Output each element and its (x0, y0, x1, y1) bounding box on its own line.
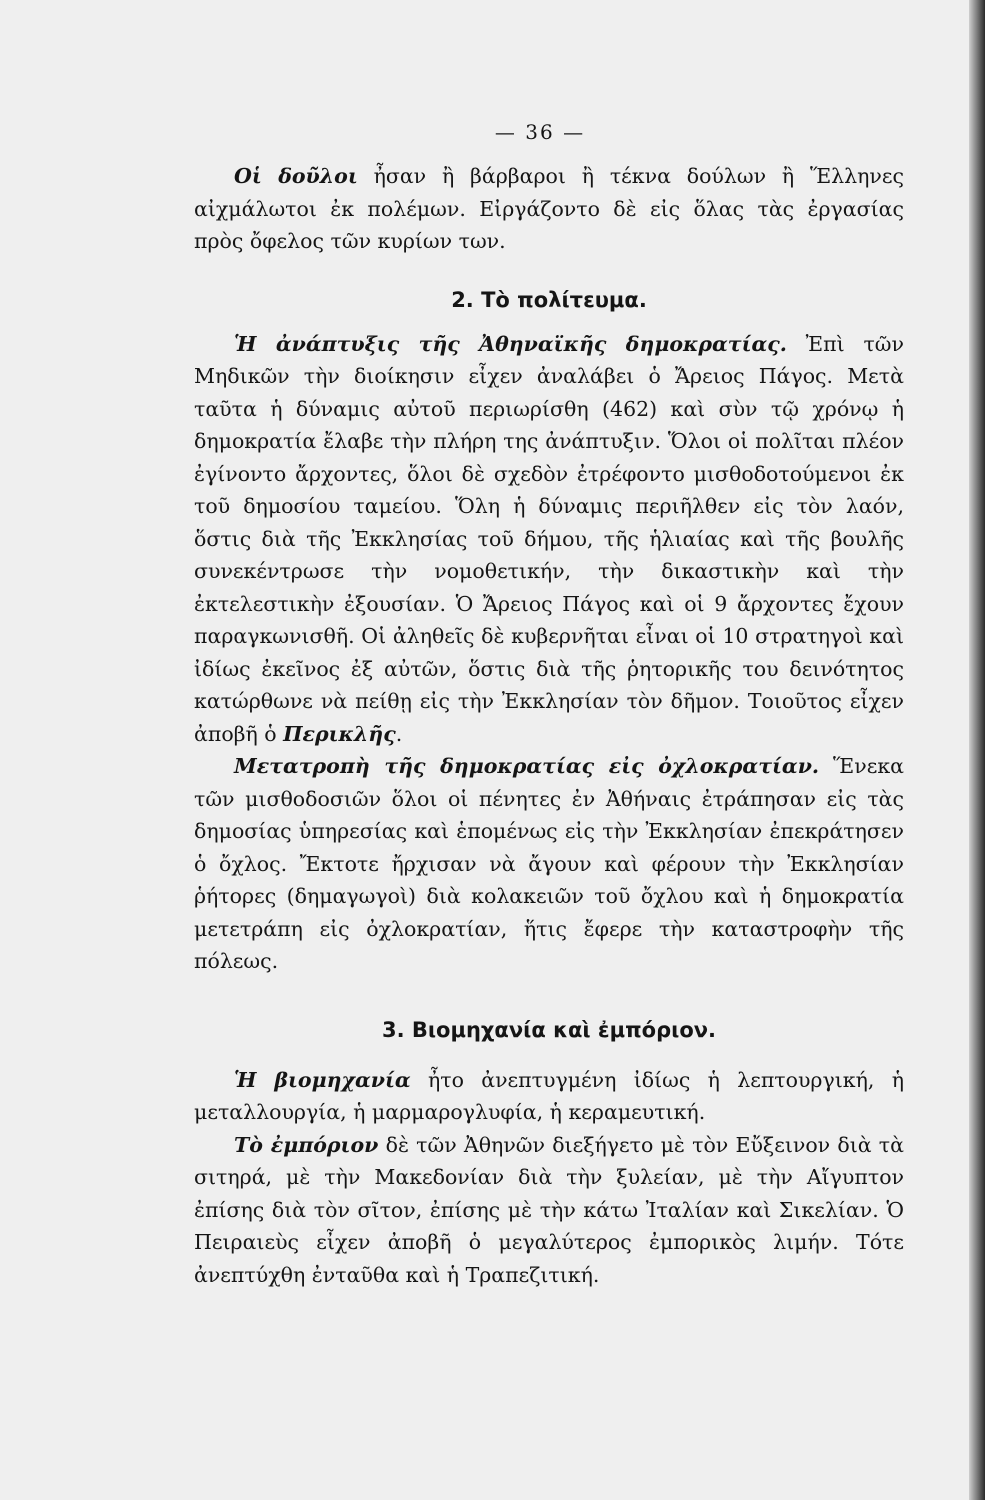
paragraph-end: . (395, 721, 403, 746)
paragraph-text: Ἕνεκα τῶν μισθοδοσιῶν ὅλοι οἱ πένητες ἐν Ἀθήναις ἐτράπησαν εἰς τὰς δημοσίας ὑπηρεσίας καὶ ἑπομένως εἰς τὴν Ἐκκλησίαν ἐπεκράτησεν ὁ ὄχλος. Ἔκτοτε ἤρχισαν νὰ ἄγουν καὶ φέρουν τὴν Ἐκκλησίαν ῥήτορες (δημαγωγοὶ) διὰ κολακειῶν τοῦ ὄχλου καὶ ἡ δημοκρατία μετετράπη εἰς ὀχλοκρατίαν, ἥτις ἔφερε τὴν καταστροφὴν τῆς πόλεως. (194, 754, 905, 973)
paragraph-lead: Μετατροπὴ τῆς δημοκρατίας εἰς ὀχλοκρατίαν. (234, 754, 820, 778)
paragraph-democracy-development (194, 328, 904, 751)
paragraph-lead: Οἱ δοῦλοι (234, 164, 358, 188)
page-number: — 36 — (494, 120, 586, 144)
paragraph-text: δὲ τῶν Ἀθηνῶν διεξήγετο μὲ τὸν Εὔξεινον διὰ τὰ σιτηρά, μὲ τὴν Μακεδονίαν διὰ τὴν ξυλείαν, μὲ τὴν Αἴγυπτον ἐπίσης διὰ τὸν σῖτον, ἐπίσης μὲ τὴν κάτω Ἰταλίαν καὶ Σικελίαν. Ὁ Πειραιεὺς εἶχεν ἀποβῆ ὁ μεγαλύτερος ἐμπορικὸς λιμήν. Τότε ἀνεπτύχθη ἐνταῦθα καὶ ἡ Τραπεζιτική. (194, 1132, 904, 1287)
paragraph-ochlocracy (194, 750, 904, 978)
paragraph-text: ἦσαν ἢ βάρβαροι ἢ τέκνα δούλων ἢ Ἕλληνες αἰχμάλωτοι ἐκ πολέμων. Εἰργάζοντο δὲ εἰς ὅλας τὰς ἐργασίας πρὸς ὄφελος τῶν κυρίων των. (194, 164, 904, 253)
page-body (194, 160, 904, 1291)
paragraph-lead: Τὸ ἐμπόριον (234, 1132, 379, 1157)
paragraph-slaves (194, 160, 904, 258)
pericles-name: Περικλῆς (283, 721, 396, 746)
paragraph-lead: Ἡ βιομηχανία (234, 1067, 411, 1092)
section-heading-industry-trade: 3. Βιομηχανία καὶ ἐμπόριον. (381, 1017, 717, 1042)
paragraph-text: ἦτο ἀνεπτυγμένη ἰδίως ἡ λεπτουργική, ἡ μεταλλουργία, ἡ μαρμαρογλυφία, ἡ κεραμευτική. (194, 1067, 904, 1124)
page-edge-shadow (969, 0, 985, 1500)
paragraph-lead: Ἡ ἀνάπτυξις τῆς Ἀθηναϊκῆς δημοκρατίας. (234, 331, 787, 356)
paragraph-text: Ἐπὶ τῶν Μηδικῶν τὴν διοίκησιν εἶχεν ἀναλάβει ὁ Ἄρειος Πάγος. Μετὰ ταῦτα ἡ δύναμις αὐτοῦ περιωρίσθη (462) καὶ σὺν τῷ χρόνῳ ἡ δημοκρατία ἔλαβε τὴν πλήρη της ἀνάπτυξιν. Ὅλοι οἱ πολῖται πλέον ἐγίνοντο ἄρχοντες, ὅλοι δὲ σχεδὸν ἐτρέφοντο μισθοδοτούμενοι ἐκ τοῦ δημοσίου ταμείου. Ὅλη ἡ δύναμις περιῆλθεν εἰς τὸν λαόν, ὅστις διὰ τῆς Ἐκκλησίας τοῦ δήμου, τῆς ἡλιαίας καὶ τῆς βουλῆς συνεκέντρωσε τὴν νομοθετικήν, τὴν δικαστικὴν καὶ τὴν ἐκτελεστικὴν ἐξουσίαν. Ὁ Ἄρειος Πάγος καὶ οἱ 9 ἄρχοντες ἔχουν παραγκωνισθῆ. Οἱ ἀληθεῖς δὲ κυβερνῆται εἶναι οἱ 10 στρατηγοὶ καὶ ἰδίως ἐκεῖνος ἐξ αὐτῶν, ὅστις διὰ τῆς ῥητορικῆς του δεινότητος κατώρθωνε νὰ πείθῃ εἰς τὴν Ἐκκλησίαν τὸν δῆμον. Τοιοῦτος εἶχεν ἀποβῆ ὁ (194, 331, 904, 746)
paragraph-trade (194, 1129, 904, 1292)
section-heading-politeuma: 2. Τὸ πολίτευμα. (451, 287, 647, 312)
paragraph-industry (194, 1064, 904, 1129)
